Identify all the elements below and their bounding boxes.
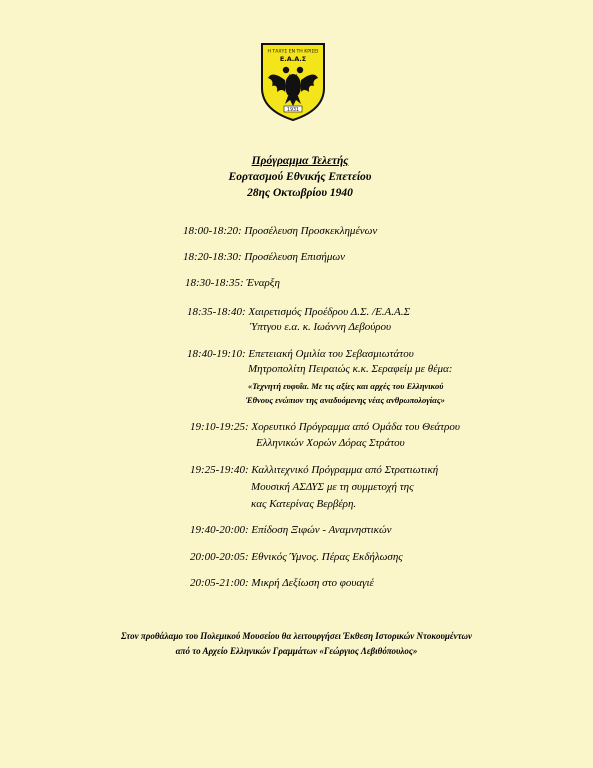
schedule-item-detail: κας Κατερίνας Βερβέρη.	[251, 498, 357, 510]
schedule-item: 18:40-19:10: Επετειακή Ομιλία του Σεβασμιωτάτου	[187, 348, 414, 360]
schedule-item: 19:10-19:25: Χορευτικό Πρόγραμμα από Ομάδα του Θεάτρου	[190, 421, 460, 433]
schedule-item: 19:25-19:40: Καλλιτεχνικό Πρόγραμμα από Στρατιωτική	[190, 464, 439, 476]
event-subtitle: Εορτασμού Εθνικής Επετείου	[228, 171, 372, 183]
program-title: Πρόγραμμα Τελετής	[251, 155, 349, 167]
schedule-item-detail: Μουσική ΑΣΔΥΣ με τη συμμετοχή της	[251, 481, 414, 493]
event-date: 28ης Οκτωβρίου 1940	[247, 187, 353, 199]
logo-motto: Η ΤΑΧΥΣ ΕΝ ΤΗ ΚΡΙΣΕΙ	[267, 49, 319, 55]
schedule-item-detail: Μητροπολίτη Πειραιώς κ.κ. Σεραφείμ με θέμα:	[248, 363, 453, 375]
exhibition-note-line2: από το Αρχείο Ελληνικών Γραμμάτων «Γεώργιος Λεβιθόπουλος»	[175, 646, 418, 656]
schedule-item: 18:35-18:40: Χαιρετισμός Προέδρου Δ.Σ. /Ε.Α.Α.Σ	[187, 306, 411, 318]
schedule-item: 18:30-18:35: Έναρξη	[185, 277, 280, 289]
exhibition-note-line1: Στον προθάλαμο του Πολεμικού Μουσείου θα λειτουργήσει Έκθεση Ιστορικών Ντοκουμέντων	[121, 631, 472, 641]
speech-topic-line2: Έθνους ενώπιον της αναδυόμενης νέας ανθρωπολογίας»	[246, 395, 445, 405]
logo-acronym: Ε.Α.Α.Σ	[279, 55, 307, 63]
schedule-item: 20:00-20:05: Εθνικός Ύμνος. Πέρας Εκδήλωσης	[190, 551, 403, 563]
eaas-logo	[258, 40, 328, 122]
schedule-item: 20:05-21:00: Μικρή Δεξίωση στο φουαγιέ	[190, 577, 374, 589]
schedule-item-detail: Ελληνικών Χορών Δόρας Στράτου	[256, 437, 405, 449]
schedule-item: 18:00-18:20: Προσέλευση Προσκεκλημένων	[183, 225, 378, 237]
schedule-item-detail: Ύπτγου ε.α. κ. Ιωάννη Δεβούρου	[250, 321, 392, 333]
schedule-item: 18:20-18:30: Προσέλευση Επισήμων	[183, 251, 346, 263]
schedule-item: 19:40-20:00: Επίδοση Ξιφών - Αναμνηστικών	[190, 524, 392, 536]
speech-topic-line1: «Τεχνητή ευφυΐα. Με τις αξίες και αρχές του Ελληνικού	[248, 381, 444, 391]
logo-year: 1931	[286, 108, 300, 113]
